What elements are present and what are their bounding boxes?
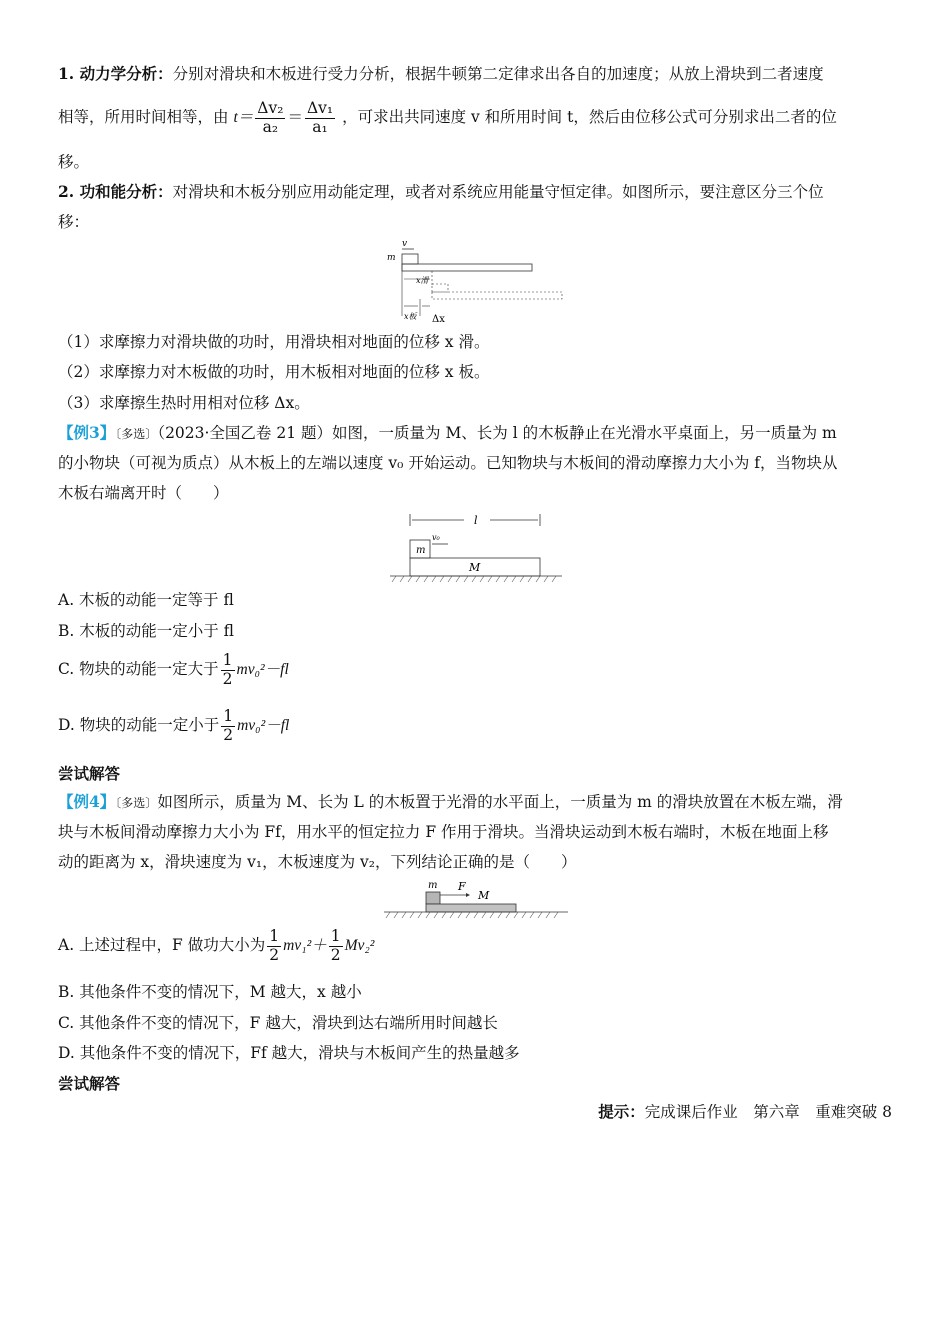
ex4-try-answer: 尝试解答 — [58, 1074, 121, 1093]
sec2-line1: 2. 功和能分析：对滑块和木板分别应用动能定理，或者对系统应用能量守恒定律。如图所示，要注意区分三个位 — [58, 182, 824, 201]
ex3-fig-m: m — [416, 545, 426, 556]
ex3-option-c: C. 物块的动能一定大于 $\frac{1}{2}$ mv₀²－fl — [58, 651, 289, 688]
hint-text: 完成课后作业 第六章 重难突破 8 — [644, 1103, 892, 1121]
ex4-line3: 动的距离为 x，滑块速度为 v₁，木板速度为 v₂，下列结论正确的是（ ） — [58, 853, 577, 871]
figure-ex3 — [386, 510, 566, 586]
ex4-option-d: D. 其他条件不变的情况下，Ff 越大，滑块与木板间产生的热量越多 — [58, 1044, 520, 1062]
ex3-line3: 木板右端离开时（ ） — [58, 484, 229, 502]
ex3-try-answer: 尝试解答 — [58, 764, 121, 783]
figure-ex4 — [380, 878, 572, 922]
sec1-line2: 相等，所用时间相等，由 t＝ $\frac{\text{Δv₂}}{\text{a₂}}$ ＝ $\frac{\text{Δv₁}}{\text{a₁}}$ ，可求出共同速度 v 和所用时间 t，然后由位移公式可分别求出二者的位 — [58, 99, 837, 136]
ex4-option-b: B. 其他条件不变的情况下，M 越大，x 越小 — [58, 983, 362, 1001]
ex4-tag: 〔多选〕 — [115, 796, 158, 810]
ex4-option-c: C. 其他条件不变的情况下，F 越大，滑块到达右端所用时间越长 — [58, 1014, 498, 1032]
ex3-option-d: D. 物块的动能一定小于 $\frac{1}{2}$ mv₀²－fl — [58, 707, 290, 744]
ex3-line1: 【例3】〔多选〕（2023·全国乙卷 21 题）如图，一质量为 M、长为 l 的木板静止在光滑水平桌面上，另一质量为 m — [58, 423, 837, 442]
ex4-line2: 块与木板间滑动摩擦力大小为 Ff，用水平的恒定拉力 F 作用于滑块。当滑块运动到木板右端时，木板在地面上移 — [58, 823, 829, 841]
ex3-fig-M: M — [469, 561, 481, 574]
ex4-fig-m: m — [428, 880, 438, 891]
sec2-line2: 移： — [58, 213, 90, 231]
item-2: （2）求摩擦力对木板做的功时，用木板相对地面的位移 x 板。 — [58, 363, 490, 381]
hint-label: 提示： — [598, 1102, 645, 1121]
ex3-line2: 的小物块（可视为质点）从木板上的左端以速度 v₀ 开始运动。已知物块与木板间的滑动摩擦力大小为 f，当物块从 — [58, 454, 838, 472]
hint — [598, 1100, 892, 1122]
sec1-line3: 移。 — [58, 153, 90, 171]
sec1-title: 1. 动力学分析： — [58, 64, 173, 83]
item-1: （1）求摩擦力对滑块做的功时，用滑块相对地面的位移 x 滑。 — [58, 333, 490, 351]
fig1-dx-label: Δx — [432, 314, 445, 325]
item-3: （3）求摩擦生热时用相对位移 Δx。 — [58, 394, 310, 412]
ex3-option-b: B. 木板的动能一定小于 fl — [58, 622, 235, 640]
figure-displacement — [380, 236, 570, 328]
sec2-title: 2. 功和能分析： — [58, 182, 173, 201]
ex3-fig-l: l — [474, 514, 478, 527]
ex4-line1: 【例4】〔多选〕如图所示，质量为 M、长为 L 的木板置于光滑的水平面上，一质量为 m 的滑块放置在木板左端，滑 — [58, 792, 843, 811]
fig1-m-label: m — [387, 253, 396, 263]
ex3-label: 【例3】 — [58, 423, 116, 442]
ex4-fig-F: F — [458, 880, 466, 893]
ex4-option-a: A. 上述过程中，F 做功大小为 $\frac{1}{2}$ mv₁²＋ $\frac{1}{2}$ Mv₂² — [58, 927, 375, 964]
ex3-tag: 〔多选〕 — [115, 427, 158, 441]
sec1-line1: 1. 动力学分析：分别对滑块和木板进行受力分析，根据牛顿第二定律求出各自的加速度；从放上滑块到二者速度 — [58, 64, 824, 83]
formula-t: t＝ $\frac{\text{Δv₂}}{\text{a₂}}$ ＝ $\frac{\text{Δv₁}}{\text{a₁}}$ — [233, 99, 334, 136]
ex3-option-a: A. 木板的动能一定等于 fl — [58, 591, 234, 609]
ex4-fig-M: M — [478, 889, 490, 902]
ex4-label: 【例4】 — [58, 792, 116, 811]
fig1-v-label: v — [402, 239, 408, 249]
fig1-xslide-label: x滑 — [416, 276, 429, 285]
fig1-xboard-label: x板 — [404, 312, 417, 321]
ex3-fig-v0: v₀ — [432, 533, 440, 542]
